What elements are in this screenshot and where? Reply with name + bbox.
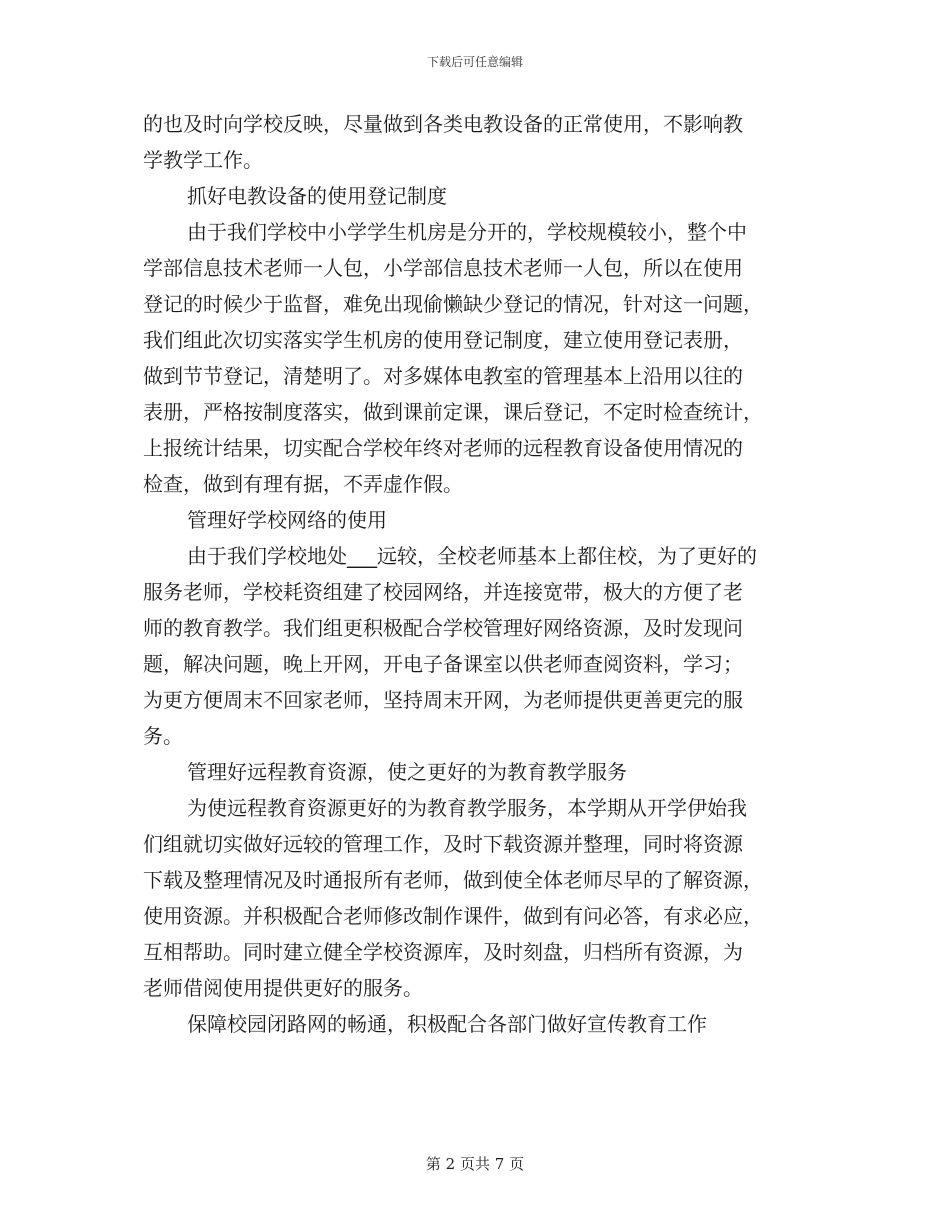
text-line: 我们组此次切实落实学生机房的使用登记制度，建立使用登记表册， — [143, 328, 743, 352]
text-line: 师的教育教学。我们组更积极配合学校管理好网络资源，及时发现问 — [143, 616, 743, 640]
text-line: 使用资源。并积极配合老师修改制作课件，做到有问必答，有求必应， — [143, 904, 763, 928]
paragraph-start-line: 管理好学校网络的使用 — [187, 508, 387, 532]
text-line: 题，解决问题，晚上开网，开电子备课室以供老师查阅资料，学习； — [143, 652, 743, 676]
text-line: 的也及时向学校反映，尽量做到各类电教设备的正常使用，不影响教 — [143, 112, 743, 136]
text-line: 登记的时候少于监督，难免出现偷懒缺少登记的情况，针对这一问题， — [143, 292, 763, 316]
paragraph-start-line: 为使远程教育资源更好的为教育教学服务，本学期从开学伊始我 — [187, 796, 747, 820]
text-line: 检查，做到有理有据，不弄虚作假。 — [143, 472, 463, 496]
text-line: 学部信息技术老师一人包，小学部信息技术老师一人包，所以在使用 — [143, 256, 743, 280]
text-line: 服务老师，学校耗资组建了校园网络，并连接宽带，极大的方便了老 — [143, 580, 743, 604]
text-line: 老师借阅使用提供更好的服务。 — [143, 976, 423, 1000]
text-line: 表册，严格按制度落实，做到课前定课，课后登记，不定时检查统计， — [143, 400, 763, 424]
text-line: 上报统计结果，切实配合学校年终对老师的远程教育设备使用情况的 — [143, 436, 743, 460]
text-line: 做到节节登记，清楚明了。对多媒体电教室的管理基本上沿用以往的 — [143, 364, 743, 388]
page-header: 下载后可任意编辑 — [426, 55, 523, 69]
paragraph-start-line: 由于我们学校地处___远较，全校老师基本上都住校，为了更好的 — [187, 544, 757, 568]
page-number: 第 2 页共 7 页 — [425, 1155, 525, 1173]
paragraph-start-line: 由于我们学校中小学学生机房是分开的，学校规模较小，整个中 — [187, 220, 747, 244]
text-line: 务。 — [143, 724, 183, 748]
document-body — [143, 106, 811, 1042]
paragraph-start-line: 抓好电教设备的使用登记制度 — [187, 184, 447, 208]
text-line: 为更方便周末不回家老师，坚持周末开网，为老师提供更善更完的服 — [143, 688, 743, 712]
text-line: 们组就切实做好远较的管理工作，及时下载资源并整理，同时将资源 — [143, 832, 743, 856]
text-line: 互相帮助。同时建立健全学校资源库，及时刻盘，归档所有资源，为 — [143, 940, 743, 964]
paragraph-start-line: 管理好远程教育资源，使之更好的为教育教学服务 — [187, 760, 627, 784]
paragraph-start-line: 保障校园闭路网的畅通，积极配合各部门做好宣传教育工作 — [187, 1012, 707, 1036]
text-line: 学教学工作。 — [143, 148, 263, 172]
text-line: 下载及整理情况及时通报所有老师，做到使全体老师尽早的了解资源， — [143, 868, 763, 892]
